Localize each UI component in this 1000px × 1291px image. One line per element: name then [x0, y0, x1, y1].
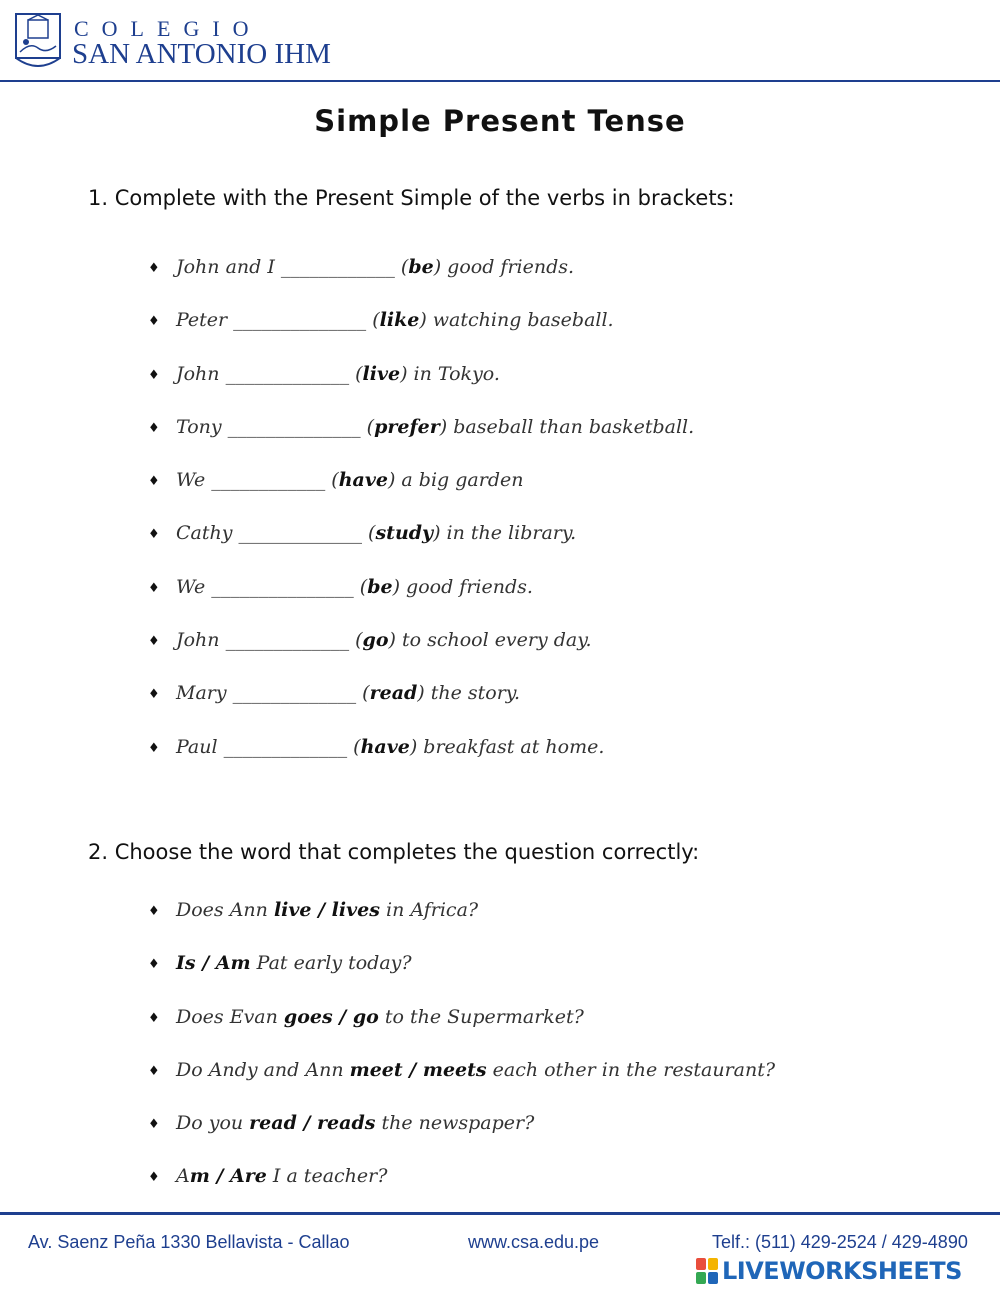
- item-text-before: John _____________ (: [176, 362, 363, 385]
- item-text: [176, 363, 500, 385]
- list-item: [148, 952, 775, 1005]
- diamond-bullet-icon: ♦: [148, 580, 160, 596]
- verb-hint: prefer: [374, 415, 440, 438]
- diamond-bullet-icon: ♦: [148, 1117, 160, 1133]
- item-text-before: Tony ______________ (: [176, 415, 375, 438]
- item-text-before: Do Andy and Ann: [176, 1058, 350, 1081]
- item-text-after: each other in the restaurant?: [486, 1058, 776, 1081]
- liveworksheets-text: LIVEWORKSHEETS: [722, 1257, 962, 1285]
- item-text-before: A: [176, 1165, 190, 1188]
- answer-options: goes / go: [283, 1005, 379, 1028]
- answer-options: live / lives: [273, 899, 380, 921]
- list-item: [148, 1112, 775, 1165]
- item-text-after: ) baseball than basketball.: [439, 415, 695, 438]
- header-divider: [0, 80, 1000, 82]
- diamond-bullet-icon: ♦: [148, 420, 160, 436]
- item-text-before: Does Ann: [176, 899, 274, 921]
- item-text-after: ) in the library.: [433, 522, 577, 545]
- list-item: [148, 1059, 775, 1112]
- item-text-after: ) breakfast at home.: [409, 735, 605, 758]
- item-text-after: ) to school every day.: [388, 629, 592, 652]
- diamond-bullet-icon: ♦: [148, 740, 160, 756]
- item-text: [176, 256, 574, 278]
- list-item: [148, 736, 694, 789]
- verb-hint: like: [379, 309, 420, 332]
- item-text-after: the newspaper?: [375, 1112, 535, 1135]
- diamond-bullet-icon: ♦: [148, 314, 160, 330]
- liveworksheets-icon: [696, 1258, 718, 1284]
- footer-address: Av. Saenz Peña 1330 Bellavista - Callao: [28, 1232, 350, 1252]
- list-item: [148, 629, 694, 682]
- item-text: [176, 1059, 775, 1081]
- diamond-bullet-icon: ♦: [148, 634, 160, 650]
- list-item: [148, 1006, 775, 1059]
- item-text-before: John and I ____________ (: [176, 256, 409, 278]
- diamond-bullet-icon: ♦: [148, 367, 160, 383]
- answer-options: meet / meets: [349, 1058, 487, 1081]
- item-text: [176, 309, 614, 331]
- diamond-bullet-icon: ♦: [148, 261, 160, 276]
- verb-hint: have: [360, 735, 410, 758]
- diamond-bullet-icon: ♦: [148, 1170, 160, 1186]
- footer-divider: [0, 1212, 1000, 1215]
- footer-website: www.csa.edu.pe: [468, 1232, 600, 1252]
- item-text-before: Cathy _____________ (: [176, 522, 376, 545]
- list-item: [148, 363, 694, 416]
- answer-options: m / Are: [189, 1165, 267, 1188]
- item-text: [176, 1112, 534, 1134]
- diamond-bullet-icon: ♦: [148, 1010, 160, 1026]
- item-text-after: ) a big garden: [387, 469, 524, 492]
- item-text-before: Does Evan: [176, 1005, 284, 1028]
- school-crest-icon: [14, 12, 62, 72]
- item-text-after: ) in Tokyo.: [400, 362, 500, 385]
- liveworksheets-watermark: [696, 1256, 962, 1286]
- item-text-before: Paul _____________ (: [176, 735, 361, 758]
- diamond-bullet-icon: ♦: [148, 904, 160, 919]
- section1-list: [148, 256, 694, 789]
- list-item: [148, 899, 775, 952]
- list-item: [148, 576, 694, 629]
- verb-hint: read: [369, 682, 418, 705]
- verb-hint: be: [367, 575, 393, 598]
- item-text-after: ) the story.: [417, 682, 521, 705]
- diamond-bullet-icon: ♦: [148, 527, 160, 543]
- list-item: [148, 522, 694, 575]
- diamond-bullet-icon: ♦: [148, 687, 160, 703]
- diamond-bullet-icon: ♦: [148, 1063, 160, 1079]
- item-text: [176, 952, 412, 974]
- item-text: [176, 469, 523, 491]
- item-text: [176, 1165, 387, 1187]
- footer-phone: Telf.: (511) 429-2524 / 429-4890: [712, 1232, 968, 1252]
- verb-hint: live: [362, 362, 401, 385]
- school-name-line2: SAN ANTONIO IHM: [72, 38, 331, 70]
- diamond-bullet-icon: ♦: [148, 957, 160, 973]
- item-text-after: ) watching baseball.: [419, 309, 614, 332]
- item-text-after: I a teacher?: [266, 1165, 388, 1188]
- section1-heading: 1. Complete with the Present Simple of the verbs in brackets:: [88, 186, 735, 210]
- item-text: [176, 1006, 584, 1028]
- verb-hint: study: [375, 522, 434, 545]
- section2-heading: 2. Choose the word that completes the question correctly:: [88, 840, 700, 864]
- item-text: [176, 416, 694, 438]
- verb-hint: go: [362, 629, 389, 652]
- item-text-after: ) good friends.: [392, 575, 533, 598]
- list-item: [148, 1165, 775, 1218]
- item-text-before: We ____________ (: [176, 469, 339, 492]
- page-title: Simple Present Tense: [314, 104, 686, 138]
- item-text-after: ) good friends.: [433, 256, 575, 278]
- item-text-before: We _______________ (: [176, 575, 368, 598]
- page-header: [0, 0, 1000, 82]
- item-text: [176, 899, 478, 921]
- verb-hint: have: [338, 469, 388, 492]
- item-text: [176, 522, 576, 544]
- verb-hint: be: [408, 256, 434, 278]
- school-name-line1: COLEGIO: [74, 16, 262, 41]
- answer-options: Is / Am: [176, 952, 251, 975]
- item-text: [176, 736, 604, 758]
- item-text-before: Peter ______________ (: [176, 309, 380, 332]
- answer-options: read / reads: [249, 1112, 376, 1135]
- item-text: [176, 576, 533, 598]
- item-text-before: John _____________ (: [176, 629, 363, 652]
- diamond-bullet-icon: ♦: [148, 474, 160, 490]
- list-item: [148, 256, 694, 309]
- item-text: [176, 629, 592, 651]
- list-item: [148, 469, 694, 522]
- item-text-before: Mary _____________ (: [176, 682, 370, 705]
- item-text: [176, 682, 520, 704]
- section2-list: [148, 899, 775, 1219]
- item-text-after: in Africa?: [379, 899, 479, 921]
- item-text-before: Do you: [176, 1112, 250, 1135]
- item-text-after: Pat early today?: [250, 952, 412, 975]
- list-item: [148, 416, 694, 469]
- list-item: [148, 309, 694, 362]
- list-item: [148, 682, 694, 735]
- item-text-after: to the Supermarket?: [378, 1005, 584, 1028]
